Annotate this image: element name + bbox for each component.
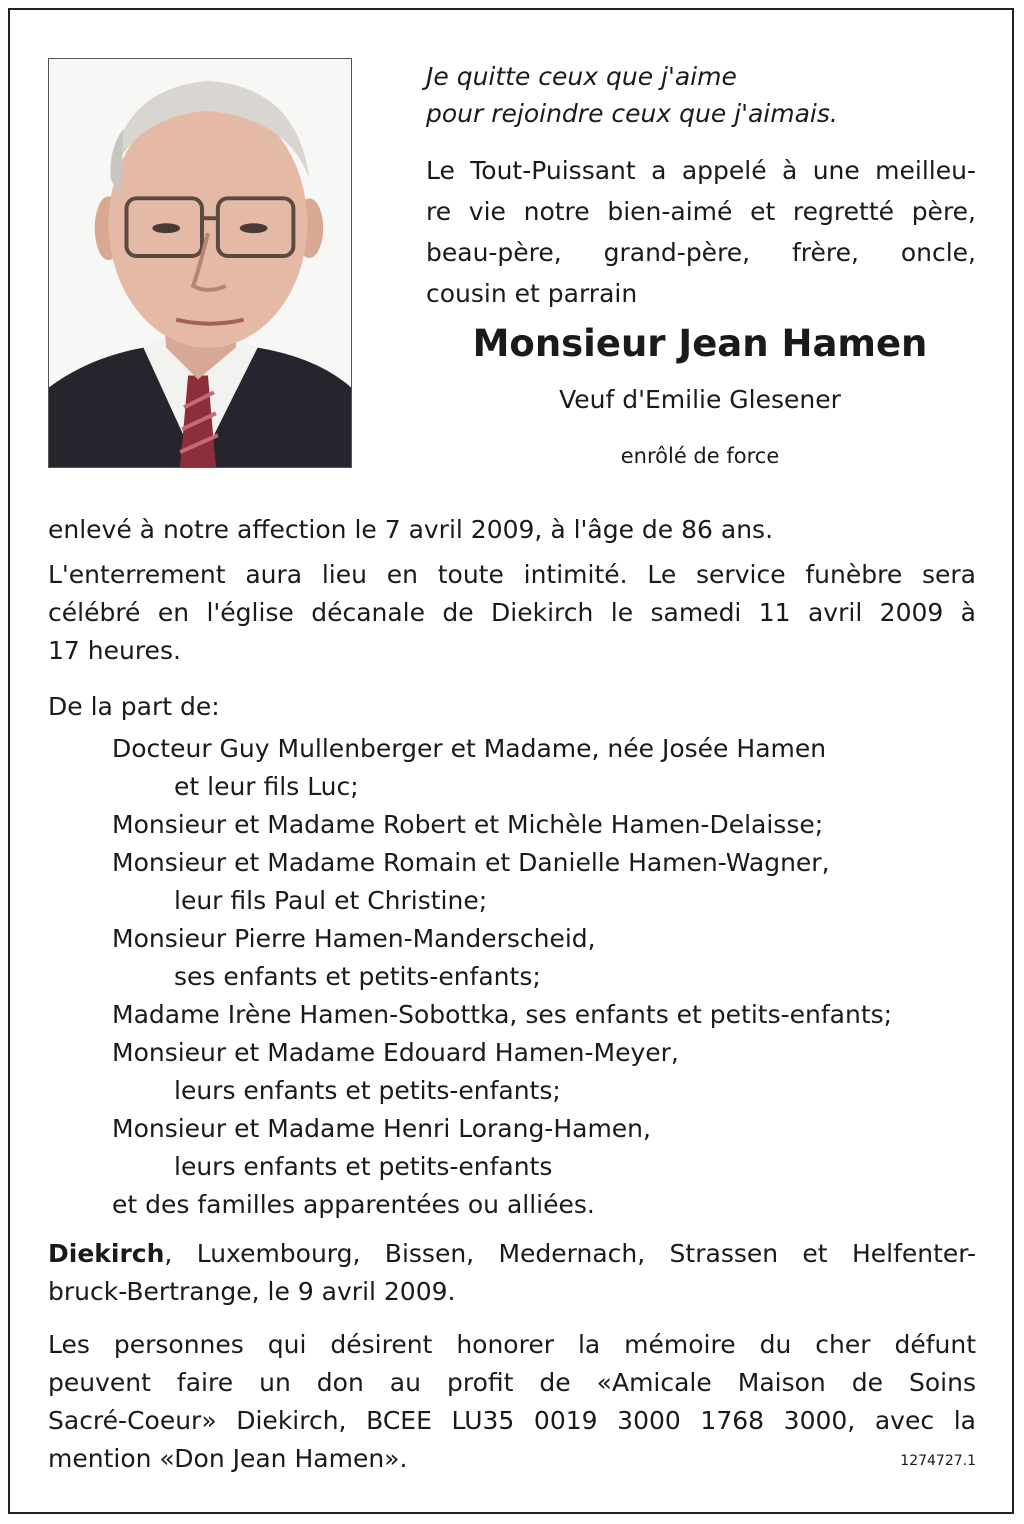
place-line-1-rest: , Luxembourg, Bissen, Medernach, Strassen et Helfenter- — [164, 1239, 976, 1268]
donation-line-4: mention «Don Jean Hamen». — [48, 1444, 408, 1473]
family-line: et leur fils Luc; — [174, 772, 359, 801]
funeral-line-2: célébré en l'église décanale de Diekirch le samedi 11 avril 2009 à — [48, 598, 976, 627]
family-line: et des familles apparentées ou alliées. — [112, 1190, 595, 1219]
reference-number: 1274727.1 — [900, 1453, 976, 1469]
family-list — [48, 730, 976, 1224]
epitaph-line-1: Je quitte ceux que j'aime — [426, 62, 737, 91]
donation-line-3: Sacré-Coeur» Diekirch, BCEE LU35 0019 3000 1768 3000, avec la — [48, 1406, 976, 1435]
announcement-intro — [426, 150, 976, 314]
family-line: leurs enfants et petits-enfants; — [174, 1076, 561, 1105]
from-label-text: De la part de: — [48, 692, 220, 721]
deceased-name: Monsieur Jean Hamen — [472, 322, 928, 365]
place-line-1 — [48, 1235, 976, 1273]
family-line: Monsieur et Madame Edouard Hamen-Meyer, — [112, 1038, 679, 1067]
place-city-bold: Diekirch — [48, 1239, 165, 1268]
death-notice — [48, 511, 976, 549]
conscript-note: enrôlé de force — [620, 444, 780, 468]
donation-line-2: peuvent faire un don au profit de «Amicale Maison de Soins — [48, 1368, 976, 1397]
family-line: ses enfants et petits-enfants; — [174, 962, 541, 991]
intro-line-4: cousin et parrain — [426, 279, 638, 308]
from-label — [48, 688, 976, 726]
family-line: Madame Irène Hamen-Sobottka, ses enfants et petits-enfants; — [112, 1000, 893, 1029]
family-line: Monsieur et Madame Robert et Michèle Hamen-Delaisse; — [112, 810, 824, 839]
funeral-info — [48, 556, 976, 670]
intro-line-1: Le Tout-Puissant a appelé à une meilleu- — [426, 156, 976, 185]
place-line-2: bruck-Bertrange, le 9 avril 2009. — [48, 1277, 456, 1306]
donation-line-1: Les personnes qui désirent honorer la mémoire du cher défunt — [48, 1330, 976, 1359]
family-line: Monsieur et Madame Henri Lorang-Hamen, — [112, 1114, 651, 1143]
portrait-photo — [48, 58, 352, 468]
family-line: leur fils Paul et Christine; — [174, 886, 488, 915]
family-line: Monsieur Pierre Hamen-Manderscheid, — [112, 924, 596, 953]
donation-info — [48, 1326, 976, 1478]
intro-line-3: beau-père, grand-père, frère, oncle, — [426, 238, 976, 267]
death-notice-line: enlevé à notre affection le 7 avril 2009, à l'âge de 86 ans. — [48, 515, 774, 544]
funeral-line-1: L'enterrement aura lieu en toute intimité. Le service funèbre sera — [48, 560, 976, 589]
place-date — [48, 1235, 976, 1311]
family-line: leurs enfants et petits-enfants — [174, 1152, 553, 1181]
epitaph-quote — [426, 58, 838, 132]
funeral-line-3: 17 heures. — [48, 636, 181, 665]
widower-of: Veuf d'Emilie Glesener — [559, 385, 841, 414]
intro-line-2: re vie notre bien-aimé et regretté père, — [426, 197, 976, 226]
epitaph-line-2: pour rejoindre ceux que j'aimais. — [426, 99, 838, 128]
family-line: Monsieur et Madame Romain et Danielle Hamen-Wagner, — [112, 848, 830, 877]
family-line: Docteur Guy Mullenberger et Madame, née Josée Hamen — [112, 734, 827, 763]
